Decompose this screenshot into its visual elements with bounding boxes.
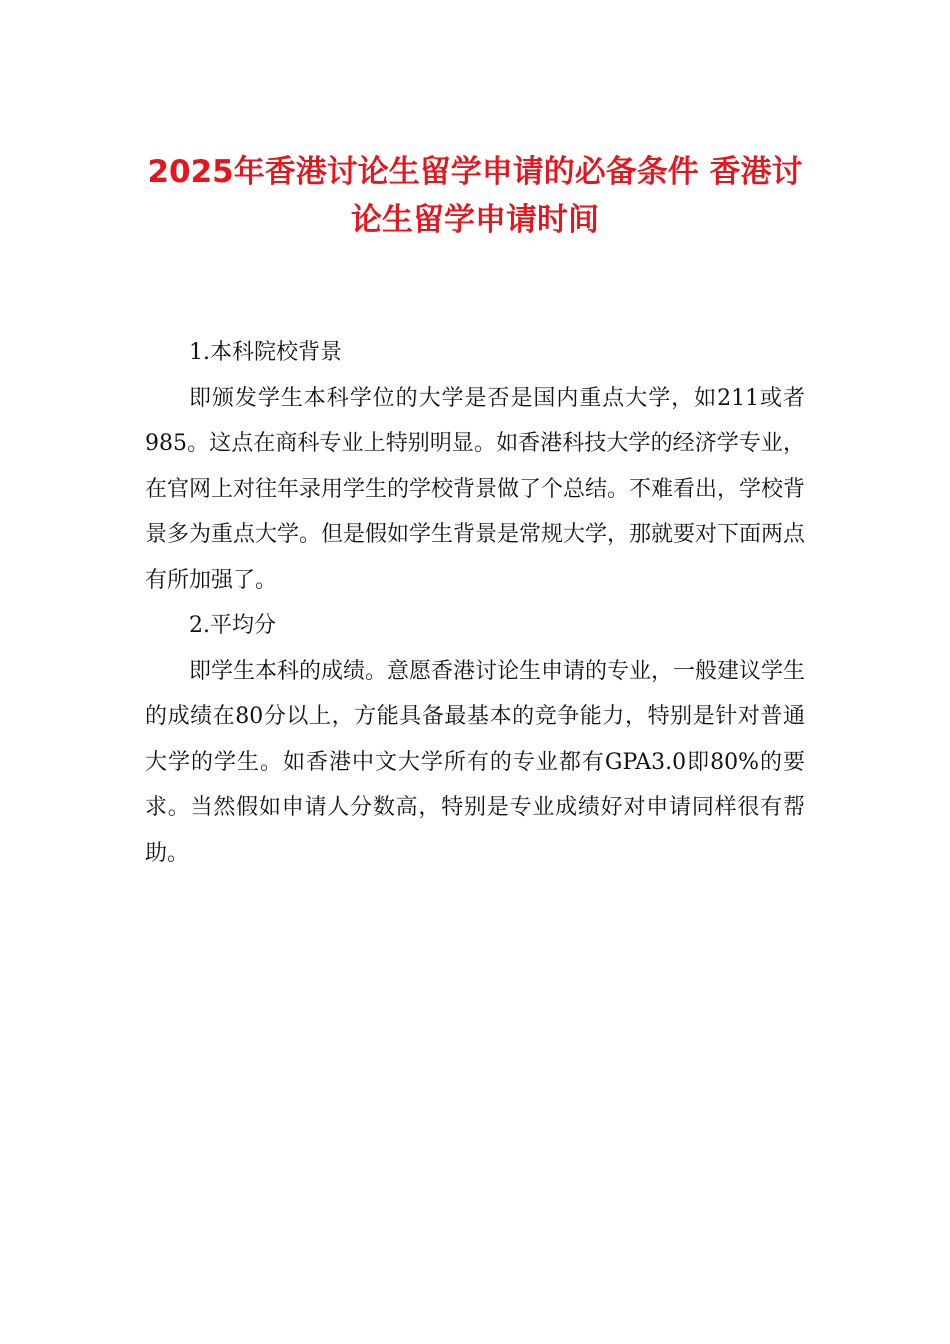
section-heading-undergraduate-background: 1.本科院校背景 [189, 340, 342, 365]
paragraph-undergraduate-background: 即颁发学生本科学位的大学是否是国内重点大学，如211或者985。这点在商科专业上特别明显。如香港科技大学的经济学专业，在官网上对往年录用学生的学校背景做了个总结。不难看出，学校背景多为重点大学。但是假如学生背景是常规大学，那就要对下面两点有所加强了。 [145, 385, 806, 593]
document-body [145, 330, 805, 876]
paragraph-average-score: 即学生本科的成绩。意愿香港讨论生申请的专业，一般建议学生的成绩在80分以上，方能具备最基本的竞争能力，特别是针对普通大学的学生。如香港中文大学所有的专业都有GPA3.0即80%的要求。当然假如申请人分数高，特别是专业成绩好对申请同样很有帮助。 [145, 658, 806, 866]
document-title: 2025年香港讨论生留学申请的必备条件 香港讨论生留学申请时间 [147, 154, 803, 238]
section-heading-average-score: 2.平均分 [189, 613, 276, 638]
